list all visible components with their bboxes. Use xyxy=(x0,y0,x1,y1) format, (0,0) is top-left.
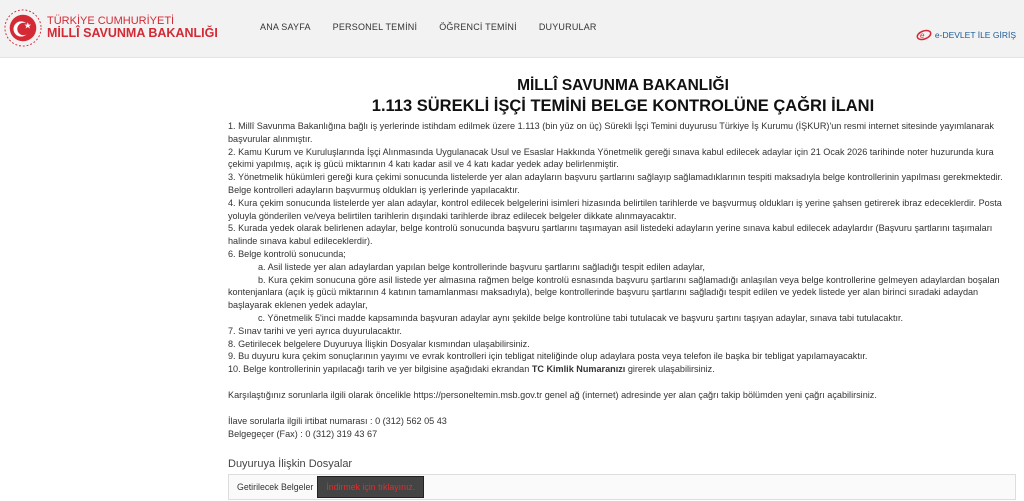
item10-text: 10. Belge kontrollerinin yapılacağı tarih ve yer bilgisine aşağıdaki ekrandan xyxy=(228,364,532,375)
item: 7. Sınav tarihi ve yeri ayrıca duyurulacaktır. xyxy=(228,325,402,336)
nav-home[interactable]: ANA SAYFA xyxy=(260,22,311,32)
svg-text:e: e xyxy=(919,31,925,40)
site-header xyxy=(0,0,1024,58)
item: 9. Bu duyuru kura çekim sonuçlarının yayımı ve evrak kontrolleri için tebligat niteliğinde olup adaylara posta veya telefon ile başka bir tebligat yapılamayacaktır. xyxy=(228,351,868,362)
item10-text-end: girerek ulaşabilirsiniz. xyxy=(625,364,715,375)
files-row xyxy=(228,474,1016,500)
edevlet-label: e-DEVLET İLE GİRİŞ xyxy=(934,30,1016,40)
file-label: Getirilecek Belgeler xyxy=(237,482,314,492)
subitem: b. Kura çekim sonucuna göre asil listede yer almasına rağmen belge kontrolü esnasında başvuru şartlarını sağlamadığı anlaşılan veya belge kontrollerine gelmeyen adaylardan boşalan kontenjanlara (açık iş gücü miktarının 4 katının tamamlanması maksadıyla), belge kontrollerinde başvuru şartlarını sağladığı tespit edilen ve yedek listede yer alan birinci sıradaki adaydan başlayarak eklenen yedek adaylar, xyxy=(228,274,1000,311)
item: 8. Getirilecek belgelere Duyuruya İlişkin Dosyalar kısmından ulaşabilirsiniz. xyxy=(228,338,530,349)
item-10 xyxy=(228,363,1018,376)
subitem: c. Yönetmelik 5'inci madde kapsamında başvuran adaylar aynı şekilde belge kontrolüne tabi tutulacak ve başvuru şartını taşıyan adaylar, sınava tabi tutulacaktır. xyxy=(258,312,904,323)
item: 2. Kamu Kurum ve Kuruluşlarında İşçi Alınmasında Uygulanacak Usul ve Esaslar Hakkında Yönetmelik gereği sınava kabul edilecek adaylar için 21 Ocak 2026 tarihinde noter huzurunda kura çekimi yapılmış, açık iş gücü miktarının 4 katı kadar asil ve 4 katı kadar yedek aday belirlenmiştir. xyxy=(228,146,994,170)
brand-line1: TÜRKİYE CUMHURİYETİ xyxy=(47,15,175,27)
files-section-title: Duyuruya İlişkin Dosyalar xyxy=(228,458,353,470)
ministry-logo-icon[interactable] xyxy=(4,9,42,47)
item: 6. Belge kontrolü sonucunda; xyxy=(228,248,346,259)
page-title: 1.113 SÜREKLİ İŞÇİ TEMİNİ BELGE KONTROLÜNE ÇAĞRI İLANI xyxy=(371,97,875,115)
page-title-ministry: MİLLÎ SAVUNMA BAKANLIĞI xyxy=(517,77,729,94)
item10-bold: TC Kimlik Numaranızı xyxy=(531,364,626,375)
edevlet-login-link[interactable] xyxy=(916,29,1016,41)
subitem: a. Asil listede yer alan adaylardan yapılan belge kontrollerinde başvuru şartlarını sağladığı tespit edilen adaylar, xyxy=(258,261,705,272)
main-nav xyxy=(260,22,597,32)
item: 3. Yönetmelik hükümleri gereği kura çekimi sonucunda listelerde yer alan adayların başvuru şartlarını sağlayıp sağlamadıklarının tespiti maksadıyla belge kontrollerinin yapılması gerekmektedir. Belge kontrolleri adayların başvurmuş oldukları iş yerlerinde yapılacaktır. xyxy=(228,172,1003,195)
edevlet-icon xyxy=(916,29,932,41)
nav-personnel[interactable]: PERSONEL TEMİNİ xyxy=(332,22,418,32)
fax-number: Belgegeçer (Fax) : 0 (312) 319 43 67 xyxy=(228,428,378,439)
brand[interactable] xyxy=(47,15,218,39)
nav-announcements[interactable]: DUYURULAR xyxy=(538,22,597,32)
nav-student[interactable]: ÖĞRENCİ TEMİNİ xyxy=(439,22,517,32)
announcement-body xyxy=(228,120,1018,440)
item: 5. Kurada yedek olarak belirlenen adaylar, belge kontrolü sonucunda başvuru şartlarını taşımayan asil listedeki adayların yerine sınava kabul edilecek adaylardır (Başvuru şartlarını taşımaları halinde sınava kabul edileceklerdir). xyxy=(228,223,993,247)
download-button[interactable]: İndirmek için tıklayınız. xyxy=(317,476,424,498)
brand-line2: MİLLÎ SAVUNMA BAKANLIĞI xyxy=(47,26,218,40)
item: 1. Millî Savunma Bakanlığına bağlı iş yerlerinde istihdam edilmek üzere 1.113 (bin yüz on üç) Sürekli İşçi Temini duyurusu Türkiye İş Kurumu (İŞKUR)'un resmi internet sitesinde yayımlanarak başvurular alınmıştır. xyxy=(228,121,994,144)
announcement xyxy=(228,76,1018,440)
item: 4. Kura çekim sonucunda listelerde yer alan adaylar, kontrol edilecek belgelerini isimleri hizasında belirtilen tarihlerde ve başvurmuş oldukları iş yerine şahsen getirerek ibraz edeceklerdir. Posta yoluyla gönderilen ve/veya belirtilen tarihlerin dışındaki tarihlerde ibraz edilecek belgeler dikkate alınmayacaktır. xyxy=(228,197,1002,221)
contact-note: Karşılaştığınız sorunlarla ilgili olarak öncelikle https://personeltemin.msb.gov.tr genel ağ (internet) adresinde yer alan çağrı takip bölümden yeni çağrı açabilirsiniz. xyxy=(228,389,877,400)
phone-number: İlave sorularla ilgili irtibat numarası : 0 (312) 562 05 43 xyxy=(228,415,447,426)
